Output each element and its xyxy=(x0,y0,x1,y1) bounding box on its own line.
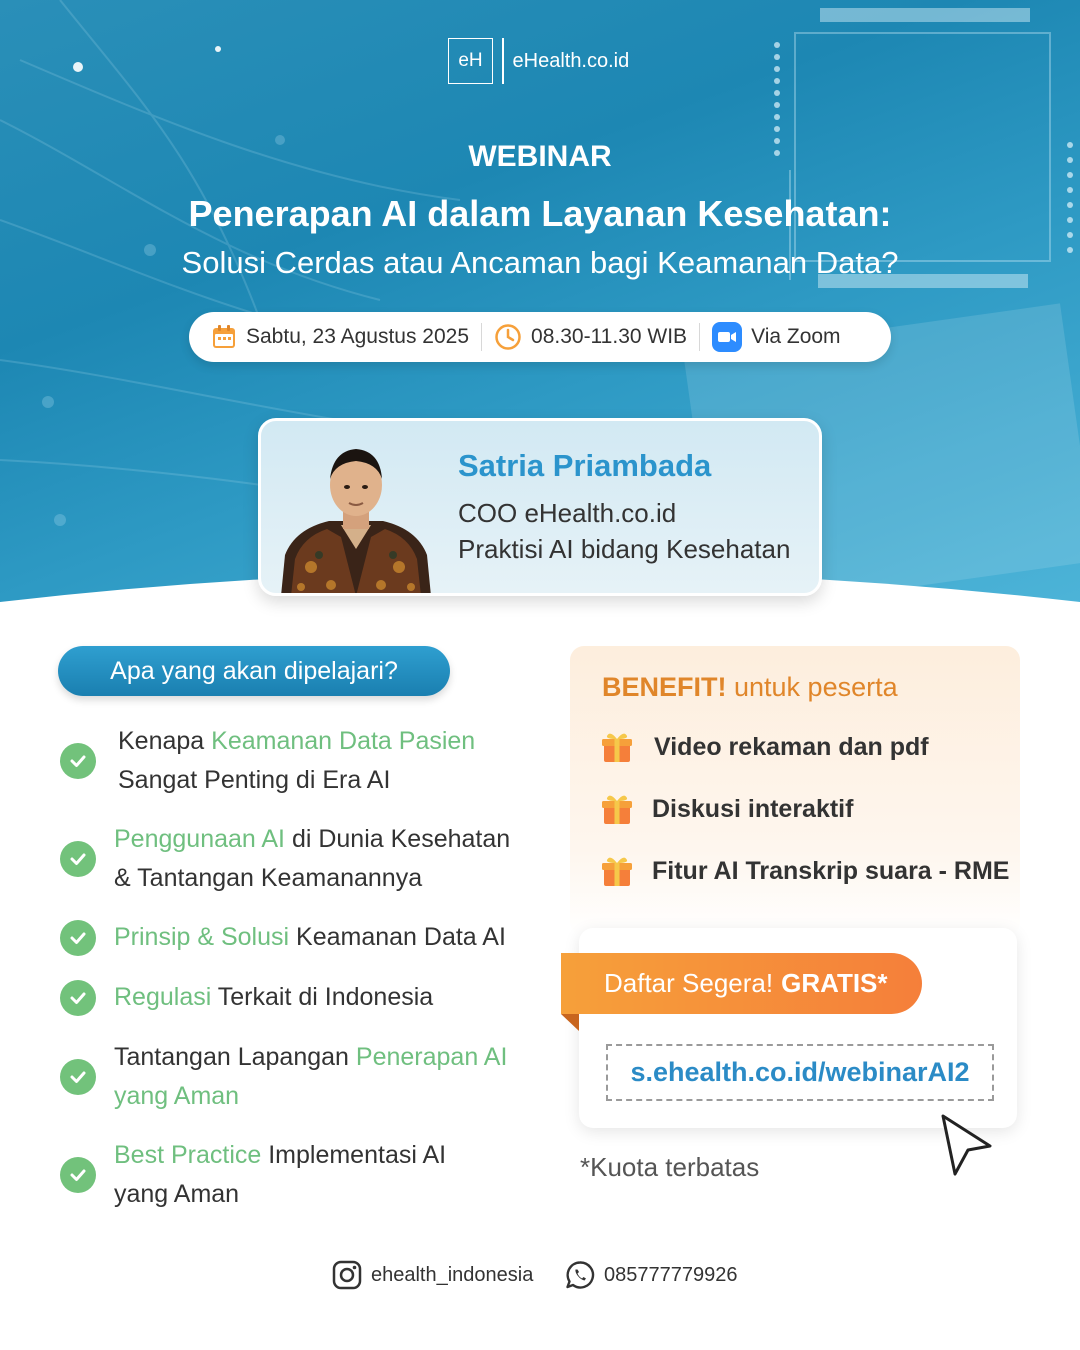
clock-icon xyxy=(494,323,522,351)
logo-mark: eH xyxy=(448,38,493,84)
event-date-text: Sabtu, 23 Agustus 2025 xyxy=(246,325,470,348)
benefit-item xyxy=(600,854,1009,888)
learn-highlight: Keamanan Data Pasien xyxy=(211,727,476,755)
benefit-item-text: Diskusi interaktif xyxy=(652,794,854,823)
learn-text-part: Keamanan Data AI xyxy=(289,923,506,951)
check-icon xyxy=(60,743,96,779)
learn-item xyxy=(60,1136,446,1214)
cursor-pointer-icon xyxy=(938,1112,998,1180)
logo-divider xyxy=(502,38,504,84)
zoom-icon xyxy=(712,322,742,352)
event-info-bar xyxy=(189,312,891,362)
benefit-title xyxy=(602,672,898,703)
webinar-subtitle: Solusi Cerdas atau Ancaman bagi Keamanan Data? xyxy=(181,245,899,280)
learn-text-part: di Dunia Kesehatan xyxy=(285,825,511,853)
event-date xyxy=(211,324,469,350)
calendar-icon xyxy=(211,324,237,350)
gift-icon xyxy=(600,730,634,764)
learn-highlight: Penggunaan AI xyxy=(114,825,285,853)
learn-item-text xyxy=(114,820,510,898)
learn-text-part: Tantangan Lapangan xyxy=(114,1043,356,1071)
learn-item-text xyxy=(114,978,433,1017)
learn-text-part: yang Aman xyxy=(114,1180,240,1208)
benefit-title-rest: untuk peserta xyxy=(726,672,898,702)
speaker-role: COO eHealth.co.id xyxy=(458,498,677,528)
event-platform xyxy=(712,322,841,352)
learn-item xyxy=(60,918,506,957)
info-divider xyxy=(699,323,700,351)
benefit-title-bold: BENEFIT! xyxy=(602,672,727,702)
event-time-text: 08.30-11.30 WIB xyxy=(531,325,688,348)
check-icon xyxy=(60,920,96,956)
webinar-title: Penerapan AI dalam Layanan Kesehatan: xyxy=(188,193,892,234)
learn-highlight: yang Aman xyxy=(114,1082,240,1110)
brand-logo xyxy=(448,38,629,84)
check-icon xyxy=(60,841,96,877)
logo-text: eHealth.co.id xyxy=(512,49,630,72)
gift-icon xyxy=(600,792,634,826)
learn-item-text xyxy=(114,1038,507,1116)
info-divider xyxy=(481,323,482,351)
whatsapp-number: 085777779926 xyxy=(604,1263,738,1286)
learn-highlight: Penerapan AI xyxy=(355,1043,508,1071)
benefit-item xyxy=(600,792,853,826)
learn-highlight: Regulasi xyxy=(114,983,212,1011)
benefit-item-text: Fitur AI Transkrip suara - RME xyxy=(652,856,1010,885)
register-cta-text: Daftar Segera! xyxy=(604,968,774,998)
speaker-expertise: Praktisi AI bidang Kesehatan xyxy=(458,534,791,564)
instagram-handle: ehealth_indonesia xyxy=(371,1263,534,1286)
gift-icon xyxy=(600,854,634,888)
learn-item xyxy=(60,722,475,800)
speaker-card xyxy=(258,418,822,596)
check-icon xyxy=(60,980,96,1016)
learn-text-part: & Tantangan Keamanannya xyxy=(114,864,423,892)
event-platform-text: Via Zoom xyxy=(751,325,841,348)
learn-text-part: Terkait di Indonesia xyxy=(211,983,434,1011)
check-icon xyxy=(60,1157,96,1193)
whatsapp-icon xyxy=(565,1260,595,1290)
learn-item-text xyxy=(114,1136,446,1214)
learn-text-part: Implementasi AI xyxy=(261,1141,447,1169)
register-cta-free: GRATIS* xyxy=(781,968,888,998)
check-icon xyxy=(60,1059,96,1095)
instagram-icon xyxy=(332,1260,362,1290)
learn-item xyxy=(60,978,433,1017)
learn-section-header: Apa yang akan dipelajari? xyxy=(58,646,450,696)
benefit-item xyxy=(600,730,929,764)
learn-item xyxy=(60,820,510,898)
event-time xyxy=(494,323,687,351)
learn-item xyxy=(60,1038,507,1116)
register-cta-ribbon xyxy=(561,953,922,1014)
speaker-photo xyxy=(281,437,431,596)
benefit-item-text: Video rekaman dan pdf xyxy=(654,732,929,761)
webinar-label: WEBINAR xyxy=(468,140,612,173)
learn-item-text xyxy=(114,918,506,957)
learn-text-part: Kenapa xyxy=(118,727,212,755)
learn-highlight: Prinsip & Solusi xyxy=(114,923,290,951)
ribbon-fold xyxy=(561,1014,579,1031)
speaker-name: Satria Priambada xyxy=(458,448,712,483)
learn-highlight: Best Practice xyxy=(114,1141,262,1169)
footer-instagram[interactable] xyxy=(332,1260,533,1290)
register-link[interactable]: s.ehealth.co.id/webinarAI2 xyxy=(606,1044,994,1101)
learn-item-text xyxy=(118,722,475,800)
footer-whatsapp[interactable] xyxy=(565,1260,737,1290)
learn-text-part: Sangat Penting di Era AI xyxy=(118,766,391,794)
quota-note: *Kuota terbatas xyxy=(580,1152,760,1182)
